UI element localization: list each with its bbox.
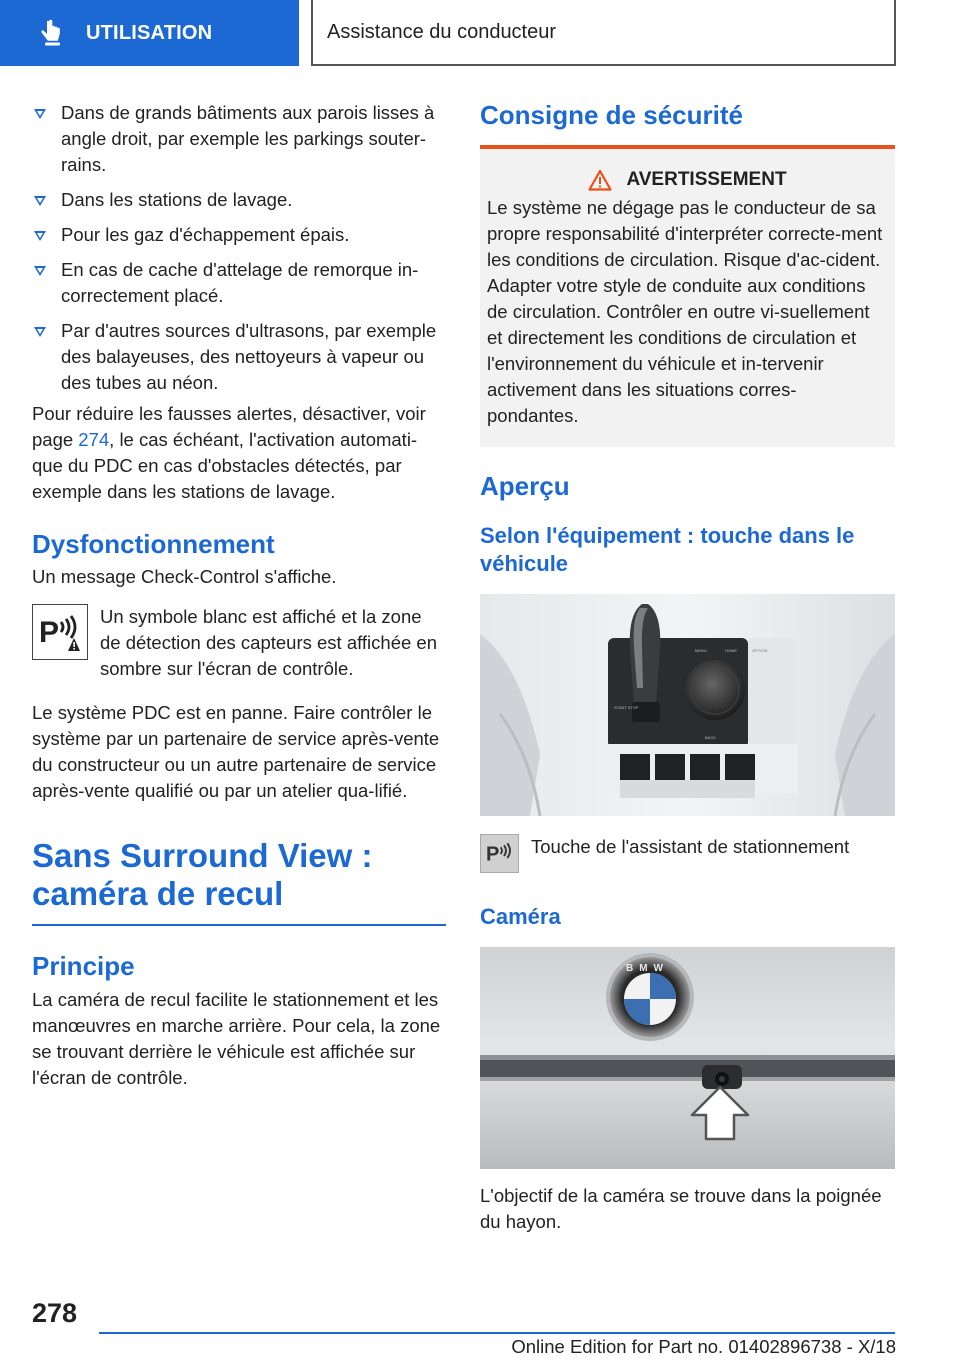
header-title: Assistance du conducteur (327, 20, 557, 43)
warning-box (480, 145, 895, 447)
pdc-symbol-icon (32, 604, 88, 660)
equipment-heading: Selon l'équipement : touche dans le véhicule (480, 523, 855, 576)
header-title-box (311, 0, 896, 66)
list-item: En cas de cache d'attelage de remorque in-correctement placé. (32, 257, 446, 309)
parking-assistant-key-caption: Touche de l'assistant de stationnement (531, 836, 850, 857)
chapter-rule (32, 924, 446, 926)
back-label: BACK (705, 735, 716, 740)
svg-text:P: P (39, 616, 60, 649)
page-number: 278 (32, 1298, 78, 1328)
start-stop-label: START STOP (614, 705, 639, 710)
triangle-bullet-icon (34, 231, 46, 241)
principle-heading: Principe (32, 951, 135, 981)
list-item: Par d'autres sources d'ultrasons, par exemple des balayeuses, des nettoyeurs à vapeur ou des tubes au néon. (32, 318, 446, 396)
false-alert-list (32, 100, 446, 396)
parking-assistant-key-row (480, 834, 895, 873)
right-column (480, 100, 895, 1235)
triangle-bullet-icon (34, 109, 46, 119)
list-item: Dans les stations de lavage. (32, 187, 446, 213)
pdc-symbol-description: Un symbole blanc est affiché et la zone de détection des capteurs est affichée en sombre sur l'écran de contrôle. (100, 606, 438, 679)
malfunction-paragraph: Le système PDC est en panne. Faire contrôler le système par un partenaire de service après-vente du constructeur ou un autre partenaire de service après-vente qualifié ou par un atelier qua-lifié. (32, 702, 440, 801)
header-section-label: UTILISATION (86, 21, 213, 44)
triangle-bullet-icon (34, 196, 46, 206)
false-alert-paragraph: Pour réduire les fausses alertes, désactiver, voir page 274, le cas échéant, l'activation automati-que du PDC en cas d'obstacles détectés, par exemple dans les stations de lavage. (32, 403, 426, 502)
header-section-tab (0, 0, 299, 66)
chapter-heading: Sans Surround View : caméra de recul (32, 837, 373, 912)
parking-assistant-key-icon (480, 834, 519, 873)
svg-text:P: P (485, 843, 499, 866)
warning-text: Le système ne dégage pas le conducteur de sa propre responsabilité d'interpréter correcte-ment les conditions de circulation. Risque d'ac-cident. Adapter votre style de conduite aux conditions de circulation. Contrôler en outre vi-suellement et directement les conditions de circulation et l'environnement du véhicule et in-tervenir activement dans les situations corres-pondantes. (487, 197, 883, 426)
footer-edition: Online Edition for Part no. 01402896738 - X/18 (511, 1336, 896, 1357)
footer-rule (99, 1332, 895, 1334)
option-label: OPTION (752, 648, 768, 653)
center-console-photo (480, 594, 895, 816)
principle-paragraph: La caméra de recul facilite le stationnement et les manœuvres en marche arrière. Pour cela, la zone se trouvant derrière le véhicule est affichée sur l'écran de contrôle. (32, 989, 441, 1088)
overview-heading: Aperçu (480, 471, 570, 501)
home-label: HOME (725, 648, 737, 653)
warning-label: AVERTISSEMENT (626, 169, 787, 190)
page-link-274[interactable]: 274 (78, 429, 110, 450)
malfunction-heading: Dysfonctionnement (32, 529, 275, 559)
bmw-logo-letters: BMW (626, 963, 669, 974)
list-item: Pour les gaz d'échappement épais. (32, 222, 446, 248)
left-column (32, 100, 446, 1091)
triangle-bullet-icon (34, 327, 46, 337)
list-item: Dans de grands bâtiments aux parois lisses à angle droit, par exemple les parkings souter-rains. (32, 100, 446, 178)
triangle-bullet-icon (34, 266, 46, 276)
camera-caption: L'objectif de la caméra se trouve dans la poignée du hayon. (480, 1185, 882, 1232)
hand-pointer-icon (36, 18, 66, 48)
rear-camera-photo (480, 947, 895, 1169)
menu-label: MENU (695, 648, 707, 653)
warning-header (487, 169, 888, 191)
pdc-symbol-row (32, 604, 446, 682)
camera-heading: Caméra (480, 904, 561, 929)
malfunction-intro: Un message Check-Control s'affiche. (32, 566, 337, 587)
safety-heading: Consigne de sécurité (480, 100, 743, 130)
warning-triangle-icon (588, 169, 612, 191)
